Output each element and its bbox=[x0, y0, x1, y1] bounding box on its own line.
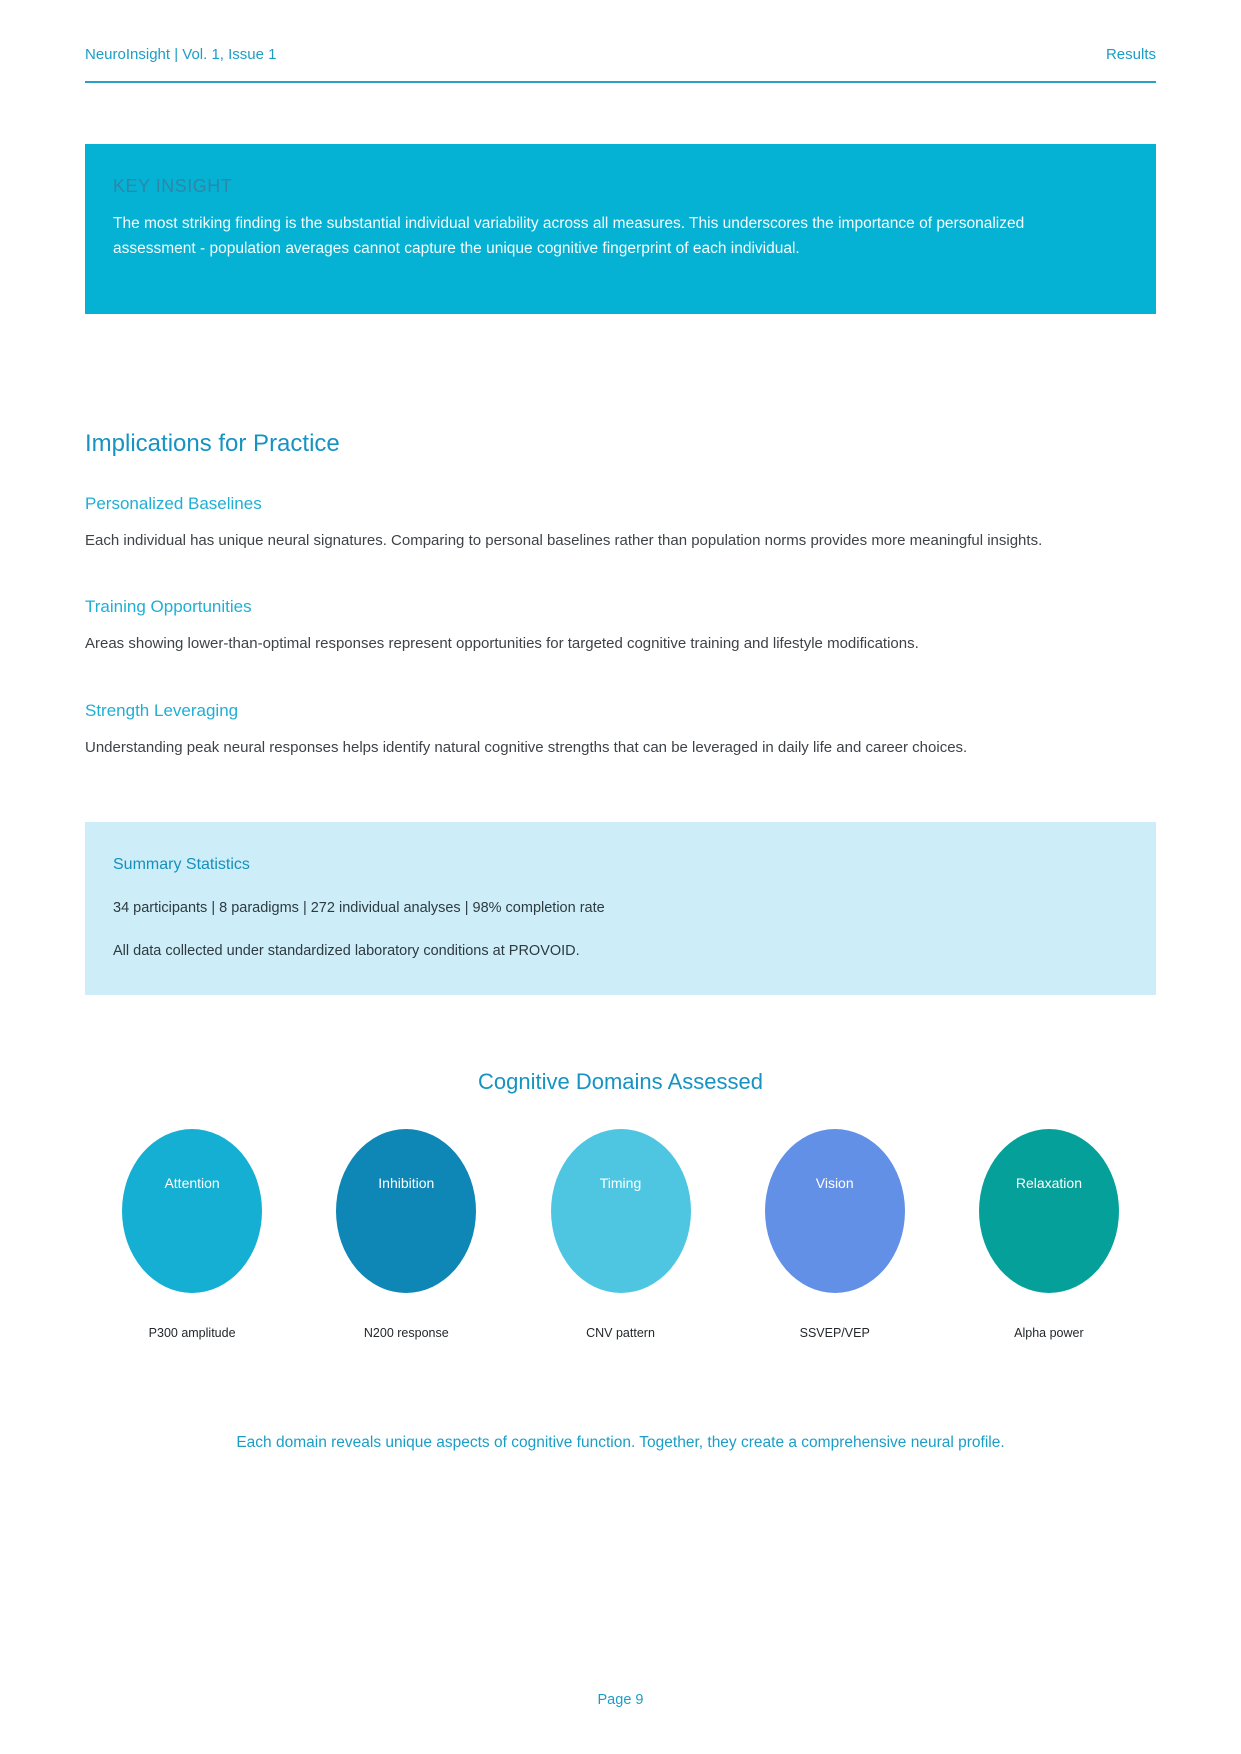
domain-label: Relaxation bbox=[1015, 1174, 1082, 1191]
domain-measure: P300 amplitude bbox=[148, 1325, 236, 1340]
subsection-heading-training-opportunities: Training Opportunities bbox=[85, 597, 252, 617]
domain-measure: SSVEP/VEP bbox=[799, 1325, 870, 1340]
domain-label: Inhibition bbox=[378, 1174, 435, 1191]
domain-item-relaxation bbox=[942, 1129, 1156, 1340]
domain-circle-relaxation bbox=[979, 1129, 1119, 1293]
domains-row bbox=[85, 1129, 1156, 1340]
subsection-body-training-opportunities: Areas showing lower-than-optimal responses represent opportunities for targeted cognitive training and lifestyle modifications. bbox=[85, 635, 919, 653]
subsection-heading-strength-leveraging: Strength Leveraging bbox=[85, 700, 239, 720]
subsection-body-personalized-baselines: Each individual has unique neural signatures. Comparing to personal baselines rather than population norms provides more meaningful insights. bbox=[85, 532, 1043, 549]
domain-circle-inhibition bbox=[336, 1129, 476, 1293]
domain-measure: N200 response bbox=[363, 1325, 449, 1340]
domain-circle-attention bbox=[122, 1129, 262, 1293]
domain-circle-vision bbox=[765, 1129, 905, 1293]
summary-statistics-metrics: 34 participants | 8 paradigms | 272 individual analyses | 98% completion rate bbox=[113, 899, 605, 916]
domain-item-attention bbox=[85, 1129, 299, 1340]
page-header bbox=[85, 0, 1156, 63]
section-title-implications: Implications for Practice bbox=[85, 430, 340, 457]
section-title-cognitive-domains: Cognitive Domains Assessed bbox=[478, 1068, 763, 1094]
domain-measure: Alpha power bbox=[1014, 1325, 1084, 1340]
subsection-heading-personalized-baselines: Personalized Baselines bbox=[85, 494, 262, 513]
key-insight-body: The most striking finding is the substantial individual variability across all measures. This underscores the importance of personalized assessment - population averages cannot capture the unique cognitive fingerprint of each individual. bbox=[113, 215, 1025, 258]
domain-item-timing bbox=[513, 1129, 727, 1340]
page-number: Page 9 bbox=[597, 1692, 644, 1708]
domain-label: Vision bbox=[815, 1174, 854, 1191]
domain-label: Timing bbox=[599, 1174, 642, 1191]
summary-statistics-title: Summary Statistics bbox=[113, 855, 250, 873]
key-insight-title: KEY INSIGHT bbox=[113, 176, 233, 196]
header-journal-title: NeuroInsight | Vol. 1, Issue 1 bbox=[85, 46, 277, 63]
domain-label: Attention bbox=[164, 1174, 220, 1191]
domain-item-vision bbox=[728, 1129, 942, 1340]
subsection-body-strength-leveraging: Understanding peak neural responses helps identify natural cognitive strengths that can be leveraged in daily life and career choices. bbox=[85, 738, 968, 756]
header-section-label: Results bbox=[1105, 46, 1156, 63]
domain-circle-timing bbox=[551, 1129, 691, 1293]
domain-item-inhibition bbox=[299, 1129, 513, 1340]
summary-statistics-note: All data collected under standardized laboratory conditions at PROVOID. bbox=[113, 942, 580, 959]
header-divider bbox=[85, 81, 1156, 83]
key-insight-callout bbox=[85, 144, 1156, 314]
summary-statistics-callout bbox=[85, 822, 1156, 995]
domain-measure: CNV pattern bbox=[586, 1325, 655, 1340]
domains-caption: Each domain reveals unique aspects of cognitive function. Together, they create a comprehensive neural profile. bbox=[236, 1433, 1005, 1451]
